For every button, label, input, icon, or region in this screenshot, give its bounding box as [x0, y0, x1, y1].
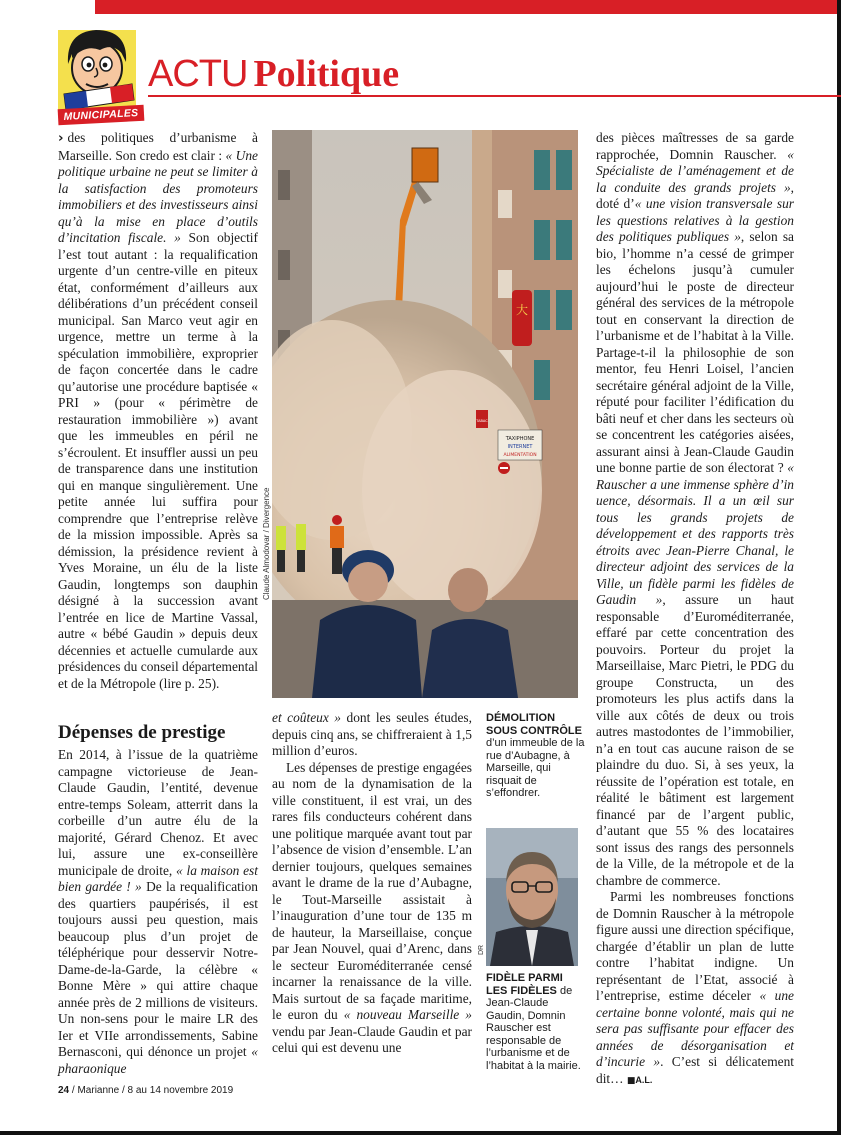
- text: Les dépenses de prestige engagées au nom de la dynamisation de la ville constituent, il est vrai, un des rares fils conducteurs cohérent dans une politique marquée avant tout par l’absence de vision d’ensemble. L’an dernier toujours, quelques semaines avant le drame de la rue d’Aubagne, le Tout-Marseille assistait à l’inauguration d’une tour de 135 m de hauteur, la Marseillaise, conçue par Jean Nouvel, quai d’Arenc, dans le secteur Euroméditerranée censé incarner la renaissance de la ville. Mais surtout de sa façade maritime, le euron du: [272, 759, 472, 1022]
- text: , selon sa bio, l’homme n’a cessé de grimper les échelons jusqu’à cumuler aujourd’hui le poste de directeur général des services de la métropole tout en conservant la direction de l’urbanisme et de l’habitat à la Ville. Partage-t-il la philosophie de son mentor, feu Henri Loisel, l’ancien secrétaire général adjoint de la Ville, réputé pour faciliter l’édification du bâti neuf et cher dans les secteurs où se concentrent les catégories aisées, assurant ainsi à Jean-Claude Gaudin une bonne partie de son électorat ?: [596, 229, 794, 475]
- quote: « la maison est bien gardée ! »: [58, 862, 258, 894]
- sign-internet: INTERNET: [507, 444, 533, 450]
- paragraph: [58, 130, 258, 692]
- issue-date: 8 au 14 novembre 2019: [127, 1085, 234, 1096]
- portrait-caption: [486, 972, 582, 1072]
- photo-caption: [486, 712, 586, 800]
- quote: « une certaine bonne volonté, mais qui ne sera pas suffisante pour effacer des années de désorganisation et d’incurie »: [596, 988, 794, 1069]
- portrait-credit: DR: [478, 944, 485, 955]
- portrait-photo: [486, 828, 578, 966]
- section-title-light: ACTU: [148, 53, 248, 95]
- demolition-photo: [272, 130, 578, 698]
- text: , doté d’: [596, 179, 794, 211]
- text: , assure un haut responsable d’Euroméditerranée, effaré par cette concentration des pouvoirs. Porteur du projet la Marseillaise, Marc Pietri, le PDG du groupe Constructa, un des promoteurs les plus actifs dans la ville aux côtés de deux ou trois autres mastodontes de l’immobilier, n’a en tout cas aucune raison de se plaindre du duo. Si, à ses yeux, la réussite de l’opération est totale, en réalité le bâtiment est largement financé par de l’argent public, d’autant que 55 % des locataires sont issus des rangs des personnels de la Ville, de la métropole et de la chambre de commerce.: [596, 592, 794, 888]
- paragraph: [272, 760, 472, 1057]
- shop-sign: 大: [515, 303, 529, 317]
- mascot-logo: [56, 24, 140, 114]
- chevron-right-icon: ›: [58, 131, 64, 146]
- caption-title: DÉMOLITION SOUS CONTRÔLE: [486, 712, 582, 737]
- caption-text: d’un immeuble de la rue d’Aubagne, à Marseille, qui risquait de s’effondrer.: [486, 737, 585, 799]
- section-tag: MUNICIPALES: [58, 105, 145, 125]
- author-signature: A.L.: [635, 1074, 653, 1085]
- section-title-bold: Politique: [253, 53, 400, 95]
- paragraph: [596, 889, 794, 1089]
- text: Son objectif l’est tout autant : la requalification urgente d’un centre-ville en piteux état, conformément d’ailleurs aux délibérations d’un précédent conseil municipal. San Marco veut agir en urgence, mettre un terme à la spéculation immobilière, exproprier de façon concertée dans le cadre qu’autorise une procédure baptisée « PRI » (pour « périmètre de restauration immobilière ») avant que les immeubles en péril ne s’écroulent. Et insuffler aussi un peu de transparence dans une institution qui en manque singulièrement. Une petite année lui suffira pour comprendre que l’entreprise relève de la mission impossible. Après sa démission, la présidence revient à Yves Moraine, un élu de la liste Gaudin, longtemps son dauphin désigné à la succession avant l’entrée en lice de Martine Vassal, autre « bébé Gaudin » depuis deux décennies et actuelle cumularde aux présidences du conseil départemental et de la Métropole (lire p. 25).: [58, 230, 258, 691]
- page-number: 24: [58, 1085, 70, 1096]
- paragraph: [58, 747, 258, 1077]
- quote: « Spécialiste de l’aménagement et de la conduite des grands projets »: [596, 146, 794, 195]
- quote: « Une politique urbaine ne peut se limiter à la satisfaction des promoteurs immobiliers et des investisseurs ainsi qu’à la mise en place d’outils d’incitation fiscale. »: [58, 147, 258, 245]
- article-column-3: [596, 130, 794, 1089]
- caption-text: de Jean-Claude Gaudin, Domnin Rauscher est responsable de l’urbanisme et de l’habitat à la mairie.: [486, 984, 581, 1072]
- article-column-2: [272, 710, 472, 1057]
- page-edge-right: [837, 0, 841, 1135]
- header-red-bar: [95, 0, 841, 14]
- sign-alimentation: ALIMENTATION: [503, 453, 537, 458]
- article-column-1: [58, 130, 258, 692]
- quote: « une vision transversale sur les questions relatives à la gestion des politiques publiques »: [596, 196, 794, 244]
- text: . C’est si délicatement dit…: [596, 1054, 794, 1086]
- page-edge-bottom: [0, 1131, 841, 1135]
- end-square-icon: ■: [626, 1075, 636, 1086]
- sign-taxiphone: TAXIPHONE: [505, 436, 535, 442]
- caption-title: FIDÈLE PARMI LES FIDÈLES: [486, 972, 563, 997]
- text: dont les seules études, depuis cinq ans, se chiffreraient à 1,5 million d’euros.: [272, 710, 472, 758]
- quote: « nouveau Marseille »: [343, 1007, 472, 1022]
- text: Parmi les nombreuses fonctions de Domnin Rauscher à la métropole figure aussi une direction spécifique, chargée d’établir un plan de lutte contre l’habitat indigne. Un représentant de l’Etat, associé à l’entreprise, estime déceler: [596, 889, 794, 1003]
- text: vendu par Jean-Claude Gaudin et par celui qui est devenu une: [272, 1023, 472, 1055]
- text: des politiques d’urbanisme à Marseille. Son credo est clair :: [58, 130, 258, 163]
- text: des pièces maîtresses de sa garde rapprochée, Domnin Rauscher.: [596, 130, 794, 162]
- quote: « pharaonique: [58, 1044, 258, 1076]
- subheading: Dépenses de prestige: [58, 722, 226, 743]
- title-underline: [148, 95, 841, 97]
- text: En 2014, à l’issue de la quatrième campagne victorieuse de Jean-Claude Gaudin, l’entité, devenue entre-temps Soleam, atterrit dans la corbeille d’un autre élu de la majorité, Gérard Chenoz. Et avec lui, assure une ex-conseillère municipale de droite,: [58, 747, 258, 878]
- quote: et coûteux »: [272, 710, 341, 725]
- magazine-name: Marianne: [77, 1085, 120, 1096]
- paragraph: [596, 130, 794, 889]
- sign-tabac: TABAC: [476, 419, 488, 423]
- page-footer: 24 / Marianne / 8 au 14 novembre 2019: [58, 1085, 234, 1096]
- article-column-1-bottom: [58, 747, 258, 1077]
- quote: « Rauscher a une immense sphère d’in uence, désormais. Il a un œil sur tous les grands projets de développement et des rapports très étroits avec Jean-Pierre Chanal, le directeur adjoint des services de la Ville, un fidèle parmi les fidèles de Gaudin »: [596, 460, 794, 607]
- photo-credit: Claude Almodovar / Divergence: [262, 487, 271, 600]
- text: De la requalification des quartiers paupérisés, il est toujours aussi peu question, mais beaucoup plus d’un projet de téléphérique pour desservir Notre-Dame-de-la-Garde, la célèbre « Bonne Mère » qui attire chaque année près de 2 millions de visiteurs. Un non-sens pour le maire LR des Ier et VIIe arrondissements, Sabine Bernasconi, qui dénonce un projet: [58, 879, 258, 1059]
- paragraph: [272, 710, 472, 760]
- section-title: [148, 52, 399, 94]
